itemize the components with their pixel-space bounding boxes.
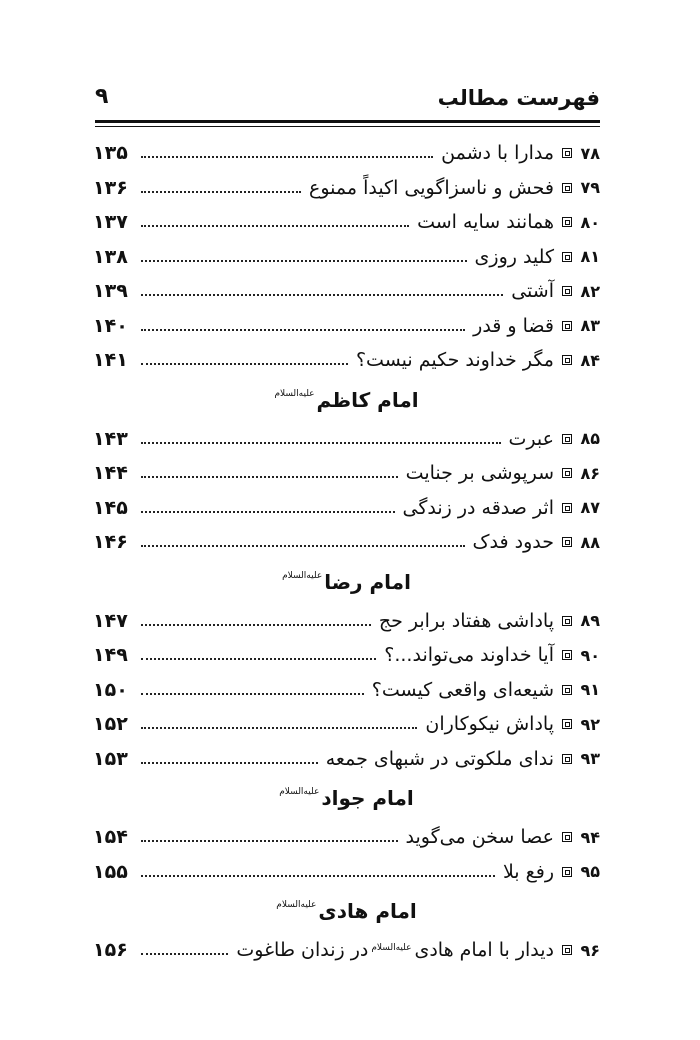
entry-title-text: قضا و قدر [473,314,554,337]
dot-leader [141,442,501,444]
toc-entry[interactable] [93,707,600,742]
section-heading [93,889,600,933]
entry-number: ۸۲ [580,281,600,301]
entry-page-number: ۱۴۰ [93,314,128,337]
entry-number: ۸۹ [580,611,600,631]
entry-number: ۷۹ [580,178,600,198]
entry-number: ۸۳ [580,316,600,336]
toc-entry[interactable] [93,422,600,457]
entry-title [511,280,554,302]
entry-title [473,531,554,553]
entry-title-text: ندای ملکوتی در شبهای جمعه [325,747,554,770]
dot-leader [141,953,228,955]
bullet-box-icon [562,183,572,193]
dot-leader [141,727,417,729]
bullet-box-icon [562,945,572,955]
entry-page-number: ۱۴۵ [93,496,128,519]
dot-leader [141,840,398,842]
dot-leader [141,545,465,547]
bullet-box-icon [562,616,572,626]
toc-entry[interactable] [93,240,600,275]
entry-title [236,939,554,961]
toc-entry[interactable] [93,638,600,673]
toc-entry[interactable] [93,343,600,378]
toc-entry[interactable] [93,820,600,855]
header-rule-thin [95,126,600,127]
entry-title-text: آشتی [511,280,554,303]
entry-title [417,211,554,233]
entry-title-text: پاداشی هفتاد برابر حج [378,609,554,632]
entry-title [473,315,554,337]
entry-title-text: مگر خداوند حکیم نیست؟ [355,349,554,372]
section-heading [93,378,600,422]
entry-title-text: عصا سخن می‌گوید [405,826,554,849]
running-header [95,82,600,118]
toc-entry[interactable] [93,309,600,344]
honorific-mark: علیه‌السلام [282,570,323,581]
toc-entry[interactable] [93,205,600,240]
bullet-box-icon [562,434,572,444]
dot-leader [141,225,409,227]
dot-leader [141,329,465,331]
entry-number: ۹۶ [580,940,600,960]
section-heading [93,560,600,604]
entry-title [509,428,554,450]
bullet-box-icon [562,217,572,227]
bullet-box-icon [562,754,572,764]
bullet-box-icon [562,286,572,296]
entry-page-number: ۱۳۵ [93,142,128,165]
bullet-box-icon [562,650,572,660]
entry-title [384,644,554,666]
entry-page-number: ۱۳۷ [93,211,128,234]
toc-entry[interactable] [93,933,600,968]
toc-entry[interactable] [93,274,600,309]
entry-number: ۹۰ [580,645,600,665]
entry-title-text: شیعه‌ای واقعی کیست؟ [371,678,554,701]
toc-entry[interactable] [93,171,600,206]
bullet-box-icon [562,148,572,158]
honorific-mark: علیه‌السلام [276,900,317,910]
entry-title [425,713,554,735]
entry-title [475,246,554,268]
entry-title-text: کلید روزی [474,245,554,268]
entry-title [326,748,554,770]
bullet-box-icon [562,832,572,842]
bullet-box-icon [562,537,572,547]
section-title: امام جواد [321,786,414,810]
bullet-box-icon [562,719,572,729]
dot-leader [141,476,398,478]
section-title: امام هادی [318,899,417,923]
entry-number: ۹۲ [580,714,600,734]
toc-entry[interactable] [93,673,600,708]
entry-number: ۷۸ [580,143,600,163]
dot-leader [141,363,348,365]
entry-title [309,177,554,199]
entry-title [441,142,554,164]
table-of-contents [93,136,600,968]
dot-leader [141,156,433,158]
entry-title-text: اثر صدقه در زندگی [402,496,554,519]
section-title: امام کاظم [316,387,419,412]
entry-title [503,861,554,883]
entry-page-number: ۱۵۳ [93,747,128,770]
entry-number: ۸۸ [580,532,600,552]
entry-page-number: ۱۵۰ [93,678,128,701]
entry-title [406,826,554,848]
entry-page-number: ۱۴۹ [93,644,128,667]
dot-leader [141,294,503,296]
toc-entry[interactable] [93,136,600,171]
bullet-box-icon [562,252,572,262]
dot-leader [141,260,467,262]
entry-page-number: ۱۵۴ [93,826,128,849]
honorific-mark: علیه‌السلام [371,943,412,954]
entry-page-number: ۱۴۷ [93,609,128,632]
dot-leader [141,658,376,660]
entry-number: ۹۵ [580,862,600,882]
bullet-box-icon [562,503,572,513]
honorific-mark: علیه‌السلام [274,388,315,399]
bullet-box-icon [562,321,572,331]
entry-number: ۸۰ [580,212,600,232]
entry-number: ۹۴ [580,827,600,847]
entry-page-number: ۱۴۱ [93,349,128,372]
toc-entry[interactable] [93,855,600,890]
entry-title [403,497,555,519]
entry-title [379,610,554,632]
dot-leader [141,693,364,695]
entry-number: ۸۵ [580,429,600,449]
dot-leader [141,762,318,764]
entry-title-text: فحش و ناسزاگویی اکیداً ممنوع [308,176,554,199]
page-number: ۹ [95,84,109,109]
dot-leader [141,875,495,877]
dot-leader [141,191,301,193]
entry-title-text: عبرت [508,427,554,450]
entry-page-number: ۱۴۴ [93,462,128,485]
header-rule-thick [95,120,600,123]
section-title: امام رضا [324,569,411,594]
entry-title [372,679,554,701]
entry-title-text: حدود فدک [472,531,554,554]
dot-leader [141,624,371,626]
toc-entry[interactable] [93,456,600,491]
toc-entry[interactable] [93,604,600,639]
entry-number: ۸۶ [580,463,600,483]
entry-title [356,349,554,371]
entry-title-text: آیا خداوند می‌تواند...؟ [384,644,554,667]
entry-page-number: ۱۵۵ [93,860,128,883]
entry-number: ۸۴ [580,350,600,370]
entry-page-number: ۱۴۶ [93,531,128,554]
entry-number: ۸۱ [580,247,600,267]
page-title: فهرست مطالب [437,86,600,110]
section-heading [93,776,600,820]
bullet-box-icon [562,355,572,365]
entry-title-tail: در زندان طاغوت [236,939,369,962]
entry-number: ۹۳ [580,749,600,769]
entry-page-number: ۱۴۳ [93,427,128,450]
entry-title-text: رفع بلا [502,860,554,883]
entry-title-text: سرپوشی بر جنایت [405,462,554,485]
entry-page-number: ۱۳۶ [93,176,128,199]
bullet-box-icon [562,685,572,695]
entry-title [406,462,554,484]
entry-page-number: ۱۵۶ [93,939,128,962]
entry-page-number: ۱۳۸ [93,245,128,268]
honorific-mark: علیه‌السلام [279,787,320,797]
entry-number: ۸۷ [580,498,600,518]
toc-entry[interactable] [93,491,600,526]
entry-number: ۹۱ [580,680,600,700]
entry-title-text: مدارا با دشمن [441,142,554,165]
bullet-box-icon [562,468,572,478]
dot-leader [141,511,395,513]
entry-page-number: ۱۵۲ [93,713,128,736]
entry-title-text: دیدار با امام هادی [414,939,554,962]
entry-title-text: همانند سایه است [417,211,554,234]
entry-title-text: پاداش نیکوکاران [425,713,554,736]
toc-entry[interactable] [93,525,600,560]
entry-page-number: ۱۳۹ [93,280,128,303]
bullet-box-icon [562,867,572,877]
toc-entry[interactable] [93,742,600,777]
